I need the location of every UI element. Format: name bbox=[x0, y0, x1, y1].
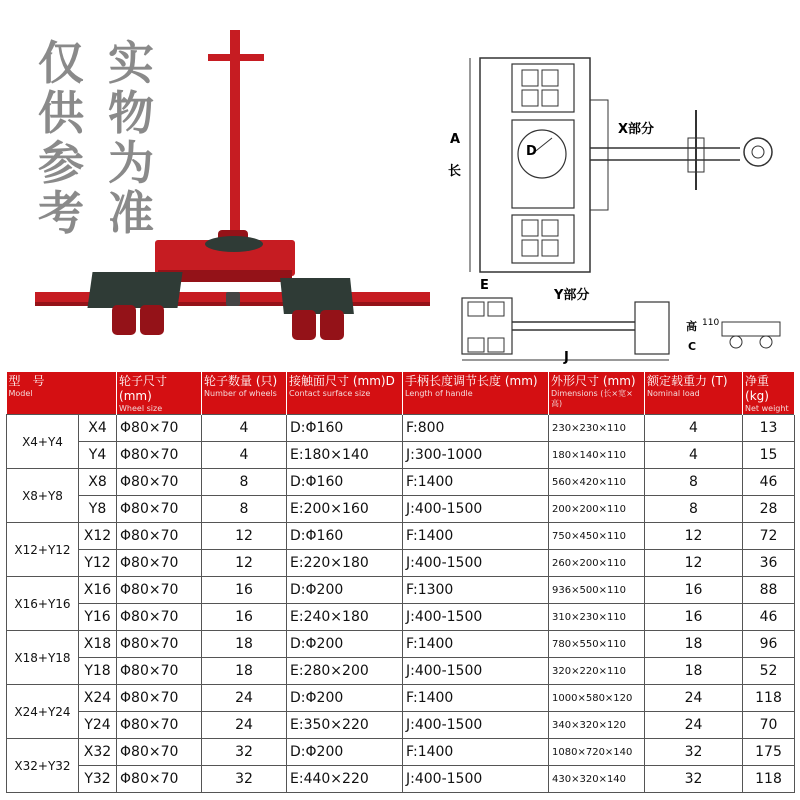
cell-wheel-size: Φ80×70 bbox=[117, 442, 202, 469]
cell-handle-length: F:1400 bbox=[403, 523, 549, 550]
cell-submodel: X18 bbox=[79, 631, 117, 658]
cell-contact-size: D:Φ160 bbox=[287, 523, 403, 550]
cell-contact-size: E:220×180 bbox=[287, 550, 403, 577]
label-a: A bbox=[450, 132, 461, 147]
cell-dimensions: 1080×720×140 bbox=[549, 739, 645, 766]
cell-wheel-count: 12 bbox=[202, 523, 287, 550]
cell-dimensions: 230×230×110 bbox=[549, 415, 645, 442]
cell-model: X4+Y4 bbox=[7, 415, 79, 469]
spec-table bbox=[6, 372, 795, 793]
cell-wheel-size: Φ80×70 bbox=[117, 604, 202, 631]
cell-handle-length: F:1400 bbox=[403, 685, 549, 712]
cell-net-weight: 15 bbox=[743, 442, 795, 469]
cell-contact-size: E:240×180 bbox=[287, 604, 403, 631]
table-row bbox=[7, 658, 795, 685]
cell-net-weight: 72 bbox=[743, 523, 795, 550]
cell-dimensions: 310×230×110 bbox=[549, 604, 645, 631]
diagram-svg bbox=[440, 40, 800, 370]
cell-net-weight: 36 bbox=[743, 550, 795, 577]
cell-wheel-count: 32 bbox=[202, 766, 287, 793]
cell-wheel-count: 12 bbox=[202, 550, 287, 577]
product-photo bbox=[30, 30, 440, 370]
cell-submodel: Y12 bbox=[79, 550, 117, 577]
watermark-char: 考 bbox=[38, 186, 84, 240]
table-row bbox=[7, 766, 795, 793]
table-row bbox=[7, 415, 795, 442]
watermark-char: 物 bbox=[108, 86, 154, 140]
cell-net-weight: 52 bbox=[743, 658, 795, 685]
cell-handle-length: J:400-1500 bbox=[403, 496, 549, 523]
cell-dimensions: 260×200×110 bbox=[549, 550, 645, 577]
cell-handle-length: J:400-1500 bbox=[403, 658, 549, 685]
cell-submodel: X8 bbox=[79, 469, 117, 496]
cell-nominal-load: 8 bbox=[645, 469, 743, 496]
cell-dimensions: 320×220×110 bbox=[549, 658, 645, 685]
cell-nominal-load: 24 bbox=[645, 712, 743, 739]
cell-net-weight: 28 bbox=[743, 496, 795, 523]
cell-model: X32+Y32 bbox=[7, 739, 79, 793]
cell-submodel: X4 bbox=[79, 415, 117, 442]
technical-drawing bbox=[440, 40, 800, 370]
cell-nominal-load: 18 bbox=[645, 631, 743, 658]
header-net-weight: 净重 (kg) Net weight bbox=[743, 372, 795, 415]
cell-nominal-load: 4 bbox=[645, 415, 743, 442]
label-y-part: Y部分 bbox=[554, 288, 590, 303]
cell-submodel: X32 bbox=[79, 739, 117, 766]
cell-submodel: Y32 bbox=[79, 766, 117, 793]
watermark-char: 为 bbox=[108, 136, 154, 190]
header-wheel-size: 轮子尺寸 (mm) Wheel size bbox=[117, 372, 202, 415]
cell-model: X16+Y16 bbox=[7, 577, 79, 631]
table-row bbox=[7, 631, 795, 658]
cell-contact-size: D:Φ160 bbox=[287, 469, 403, 496]
cell-dimensions: 936×500×110 bbox=[549, 577, 645, 604]
cell-dimensions: 430×320×140 bbox=[549, 766, 645, 793]
cell-net-weight: 175 bbox=[743, 739, 795, 766]
cell-contact-size: D:Φ160 bbox=[287, 415, 403, 442]
cell-model: X12+Y12 bbox=[7, 523, 79, 577]
table-row bbox=[7, 739, 795, 766]
cell-contact-size: E:350×220 bbox=[287, 712, 403, 739]
header-contact-size: 接触面尺寸 (mm)D Contact surface size bbox=[287, 372, 403, 415]
cell-dimensions: 1000×580×120 bbox=[549, 685, 645, 712]
label-e: E bbox=[480, 278, 489, 293]
cell-wheel-size: Φ80×70 bbox=[117, 415, 202, 442]
cell-handle-length: J:400-1500 bbox=[403, 550, 549, 577]
cell-wheel-count: 24 bbox=[202, 685, 287, 712]
cell-net-weight: 46 bbox=[743, 604, 795, 631]
table-row bbox=[7, 469, 795, 496]
cell-handle-length: F:1400 bbox=[403, 739, 549, 766]
cell-nominal-load: 18 bbox=[645, 658, 743, 685]
cell-nominal-load: 12 bbox=[645, 550, 743, 577]
table-row bbox=[7, 577, 795, 604]
cell-dimensions: 200×200×110 bbox=[549, 496, 645, 523]
cell-nominal-load: 4 bbox=[645, 442, 743, 469]
cell-net-weight: 118 bbox=[743, 685, 795, 712]
cell-wheel-count: 18 bbox=[202, 658, 287, 685]
header-model: 型 号 Model bbox=[7, 372, 117, 415]
cell-wheel-count: 4 bbox=[202, 442, 287, 469]
cell-wheel-size: Φ80×70 bbox=[117, 577, 202, 604]
cell-wheel-count: 32 bbox=[202, 739, 287, 766]
cell-wheel-size: Φ80×70 bbox=[117, 712, 202, 739]
cell-dimensions: 750×450×110 bbox=[549, 523, 645, 550]
label-c: C bbox=[688, 340, 697, 353]
cell-wheel-count: 16 bbox=[202, 577, 287, 604]
cell-contact-size: E:200×160 bbox=[287, 496, 403, 523]
table-row bbox=[7, 712, 795, 739]
cell-handle-length: F:1300 bbox=[403, 577, 549, 604]
table-row bbox=[7, 685, 795, 712]
table-row bbox=[7, 523, 795, 550]
cell-nominal-load: 12 bbox=[645, 523, 743, 550]
cell-model: X8+Y8 bbox=[7, 469, 79, 523]
label-gao: 高 bbox=[686, 320, 697, 333]
cell-wheel-size: Φ80×70 bbox=[117, 496, 202, 523]
cell-net-weight: 88 bbox=[743, 577, 795, 604]
cell-contact-size: E:440×220 bbox=[287, 766, 403, 793]
table-row bbox=[7, 604, 795, 631]
cell-submodel: X24 bbox=[79, 685, 117, 712]
cell-submodel: Y16 bbox=[79, 604, 117, 631]
cell-handle-length: F:1400 bbox=[403, 469, 549, 496]
cell-submodel: Y8 bbox=[79, 496, 117, 523]
cell-nominal-load: 16 bbox=[645, 604, 743, 631]
cell-net-weight: 96 bbox=[743, 631, 795, 658]
label-d: D bbox=[526, 144, 537, 159]
cell-wheel-size: Φ80×70 bbox=[117, 739, 202, 766]
cell-submodel: X12 bbox=[79, 523, 117, 550]
cell-net-weight: 46 bbox=[743, 469, 795, 496]
cell-submodel: Y4 bbox=[79, 442, 117, 469]
cell-dimensions: 560×420×110 bbox=[549, 469, 645, 496]
cell-nominal-load: 24 bbox=[645, 685, 743, 712]
cell-wheel-size: Φ80×70 bbox=[117, 469, 202, 496]
cell-nominal-load: 8 bbox=[645, 496, 743, 523]
table-row bbox=[7, 496, 795, 523]
cell-wheel-size: Φ80×70 bbox=[117, 631, 202, 658]
table-row bbox=[7, 550, 795, 577]
label-110: 110 bbox=[702, 318, 720, 328]
cell-wheel-count: 16 bbox=[202, 604, 287, 631]
cell-contact-size: D:Φ200 bbox=[287, 685, 403, 712]
cell-net-weight: 70 bbox=[743, 712, 795, 739]
cell-contact-size: E:180×140 bbox=[287, 442, 403, 469]
cell-handle-length: J:400-1500 bbox=[403, 712, 549, 739]
cell-wheel-count: 8 bbox=[202, 496, 287, 523]
table-row bbox=[7, 442, 795, 469]
label-x-part: X部分 bbox=[618, 122, 655, 137]
cell-wheel-size: Φ80×70 bbox=[117, 766, 202, 793]
cell-wheel-count: 4 bbox=[202, 415, 287, 442]
cell-net-weight: 118 bbox=[743, 766, 795, 793]
header-dimensions: 外形尺寸 (mm) Dimensions (长×宽×高) bbox=[549, 372, 645, 415]
watermark-char: 实 bbox=[108, 36, 154, 90]
cell-dimensions: 780×550×110 bbox=[549, 631, 645, 658]
cell-handle-length: J:300-1000 bbox=[403, 442, 549, 469]
cell-dimensions: 340×320×120 bbox=[549, 712, 645, 739]
cell-nominal-load: 32 bbox=[645, 739, 743, 766]
cell-contact-size: E:280×200 bbox=[287, 658, 403, 685]
cell-net-weight: 13 bbox=[743, 415, 795, 442]
cell-nominal-load: 16 bbox=[645, 577, 743, 604]
cell-nominal-load: 32 bbox=[645, 766, 743, 793]
cell-wheel-count: 8 bbox=[202, 469, 287, 496]
cell-wheel-size: Φ80×70 bbox=[117, 685, 202, 712]
watermark-char: 供 bbox=[38, 86, 84, 140]
watermark-char: 仅 bbox=[38, 36, 84, 90]
label-chang: 长 bbox=[448, 164, 462, 179]
cell-submodel: Y24 bbox=[79, 712, 117, 739]
cell-model: X18+Y18 bbox=[7, 631, 79, 685]
label-j: J bbox=[564, 350, 569, 365]
cell-submodel: Y18 bbox=[79, 658, 117, 685]
cell-dimensions: 180×140×110 bbox=[549, 442, 645, 469]
cell-handle-length: J:400-1500 bbox=[403, 604, 549, 631]
cell-handle-length: J:400-1500 bbox=[403, 766, 549, 793]
cell-contact-size: D:Φ200 bbox=[287, 577, 403, 604]
cell-wheel-count: 18 bbox=[202, 631, 287, 658]
cell-submodel: X16 bbox=[79, 577, 117, 604]
cell-wheel-size: Φ80×70 bbox=[117, 550, 202, 577]
watermark-char: 参 bbox=[38, 136, 84, 190]
cell-contact-size: D:Φ200 bbox=[287, 631, 403, 658]
cell-wheel-size: Φ80×70 bbox=[117, 658, 202, 685]
header-nominal-load: 额定载重力 (T) Nominal load bbox=[645, 372, 743, 415]
cell-handle-length: F:1400 bbox=[403, 631, 549, 658]
cell-model: X24+Y24 bbox=[7, 685, 79, 739]
cell-wheel-count: 24 bbox=[202, 712, 287, 739]
watermark-char: 准 bbox=[108, 186, 154, 240]
header-wheel-count: 轮子数量 (只) Number of wheels bbox=[202, 372, 287, 415]
header-handle-length: 手柄长度调节长度 (mm) Length of handle bbox=[403, 372, 549, 415]
table-header-row bbox=[7, 372, 795, 415]
cell-contact-size: D:Φ200 bbox=[287, 739, 403, 766]
cell-wheel-size: Φ80×70 bbox=[117, 523, 202, 550]
cell-handle-length: F:800 bbox=[403, 415, 549, 442]
